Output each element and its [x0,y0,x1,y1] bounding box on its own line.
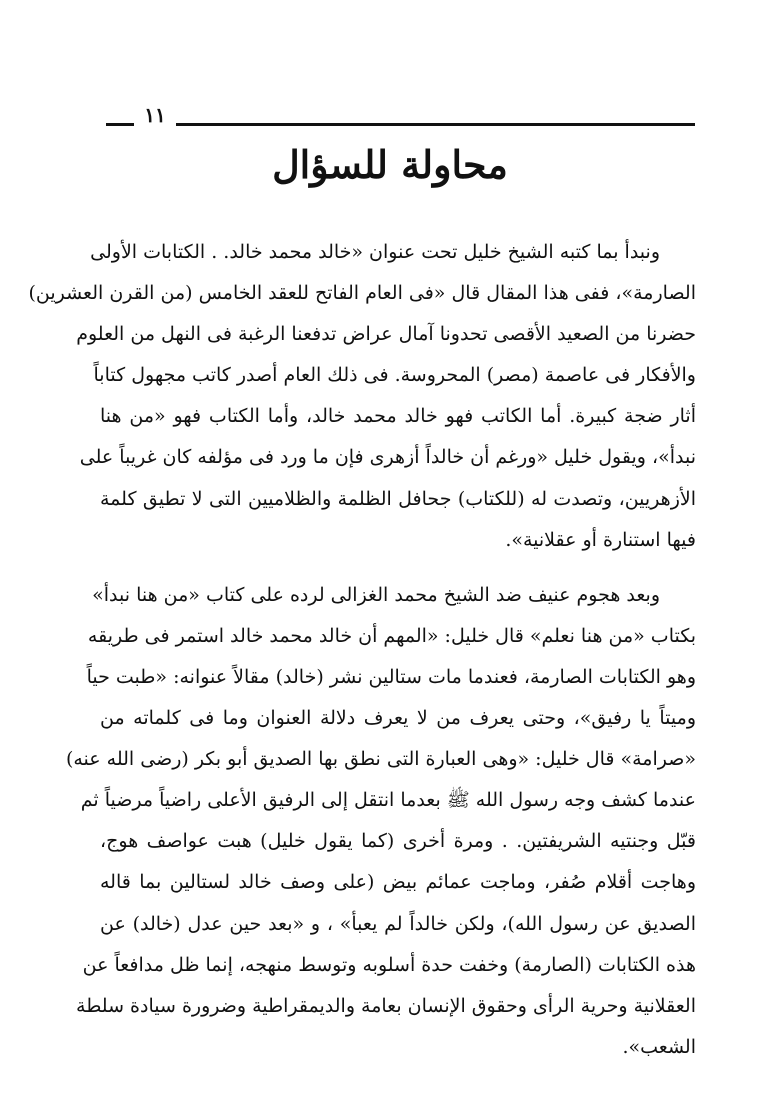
text-line: نبدأ»، ويقول خليل «ورغم أن خالداً أزهرى فإن ما ورد فى مؤلفه كان غريباً على [79,446,696,469]
text-line: قبّل وجنتيه الشريفتين. . ومرة أخرى (كما يقول خليل) هبت عواصف هوج، [100,830,696,853]
text-line: فيها استنارة أو عقلانية». [505,528,696,551]
text-line: والأفكار فى عاصمة (مصر) المحروسة. فى ذلك العام أصدر كاتب مجهول كتاباً [93,364,696,387]
text-line: الشعب». [622,1035,696,1058]
chapter-title: محاولة للسؤال [272,142,508,187]
body-text [28,232,696,1068]
text-line: العقلانية وحرية الرأى وحقوق الإنسان بعامة والديمقراطية وضرورة سيادة سلطة [76,994,696,1017]
page-number: ١١ [144,103,166,127]
text-line: بكتاب «من هنا نعلم» قال خليل: «المهم أن خالد محمد خالد استمر فى طريقه [87,624,696,647]
text-line: وبعد هجوم عنيف ضد الشيخ محمد الغزالى لرده على كتاب «من هنا نبدأ» [92,583,660,606]
text-line: الصارمة»، ففى هذا المقال قال «فى العام الفاتح للعقد الخامس (من القرن العشرين) [28,282,696,305]
text-line: «صرامة» قال خليل: «وهى العبارة التى نطق بها الصديق أبو بكر (رضى الله عنه) [65,748,696,771]
text-line: الأزهريين، وتصدت له (للكتاب) جحافل الظلمة والظلاميين التى لا تطيق كلمة [100,487,696,510]
text-line: ونبدأ بما كتبه الشيخ خليل تحت عنوان «خالد محمد خالد. . الكتابات الأولى [90,241,660,263]
paragraph-gap [100,561,696,575]
text-line: وهاجت أقلام صُفر، وماجت عمائم بيض (على وصف خالد لستالين بما قاله [100,871,696,894]
text-line: الصديق عن رسول الله)، ولكن خالداً لم يعبأ» ، و «بعد حين عدل (خالد) عن [100,912,696,935]
text-line: وميتاً يا رفيق»، وحتى يعرف من لا يعرف دلالة العنوان وما فى كلماته من [100,707,696,730]
text-line: حضرنا من الصعيد الأقصى تحدونا آمال عراض تدفعنا الرغبة فى النهل من العلوم [76,323,696,346]
header-rule-short [106,123,134,126]
text-line: أثار ضجة كبيرة. أما الكاتب فهو خالد محمد خالد، وأما الكتاب فهو «من هنا [100,405,696,428]
header-rule [176,123,695,126]
text-line: وهو الكتابات الصارمة، فعندما مات ستالين نشر (خالد) مقالاً عنوانه: «طبت حياً [86,665,696,688]
text-line: هذه الكتابات (الصارمة) وخفت حدة أسلوبه وتوسط منهجه، إنما ظل مدافعاً عن [82,953,696,976]
text-line: عندما كشف وجه رسول الله ﷺ بعدما انتقل إلى الرفيق الأعلى راضياً مرضياً ثم [80,789,696,812]
